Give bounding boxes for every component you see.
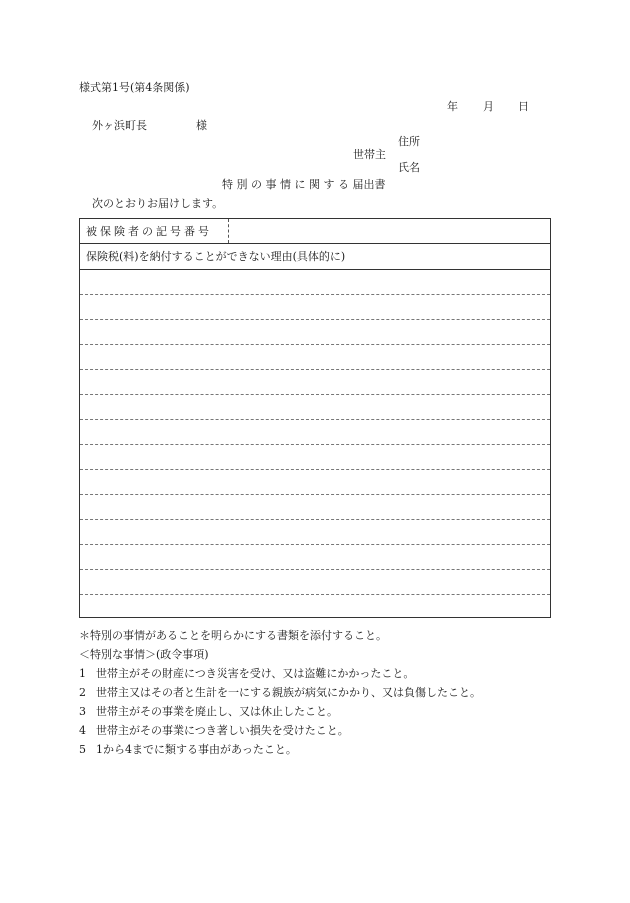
- writing-line: [80, 544, 550, 545]
- date-year-label: 年: [447, 100, 458, 113]
- condition-number: 3: [79, 705, 86, 718]
- addressee-name: 外ヶ浜町長: [92, 119, 147, 132]
- date-line: [0, 100, 630, 113]
- form-number: 様式第1号(第4条関係): [79, 81, 190, 94]
- writing-line: [80, 419, 550, 420]
- insured-number-divider: [228, 219, 229, 243]
- condition-text: 世帯主がその事業につき著しい損失を受けたこと。: [96, 724, 349, 737]
- date-month-label: 月: [483, 100, 494, 113]
- condition-text: 世帯主がその事業を廃止し、又は休止したこと。: [96, 705, 338, 718]
- writing-line: [80, 519, 550, 520]
- condition-text: 世帯主がその財産につき災害を受け、又は盗難にかかったこと。: [96, 667, 415, 680]
- condition-number: 1: [79, 667, 86, 680]
- condition-number: 4: [79, 724, 86, 737]
- insured-number-label: 被保険者の記号番号: [86, 225, 212, 238]
- applicant-role: 世帯主: [353, 148, 386, 161]
- reason-label: 保険税(料)を納付することができない理由(具体的に): [86, 250, 346, 263]
- address-label: 住所: [398, 135, 420, 148]
- writing-line: [80, 469, 550, 470]
- condition-number: 2: [79, 686, 86, 699]
- condition-text: 世帯主又はその者と生計を一にする親族が病気にかかり、又は負傷したこと。: [96, 686, 481, 699]
- name-label: 氏名: [398, 161, 420, 174]
- notification-form: [79, 218, 551, 618]
- writing-line: [80, 444, 550, 445]
- date-day-label: 日: [518, 100, 529, 113]
- writing-line: [80, 594, 550, 595]
- intro-text: 次のとおりお届けします。: [92, 197, 224, 210]
- reason-writing-area[interactable]: [80, 270, 550, 618]
- writing-line: [80, 369, 550, 370]
- reason-header-row: [80, 244, 550, 270]
- writing-line: [80, 569, 550, 570]
- writing-line: [80, 344, 550, 345]
- insured-number-row: [80, 219, 550, 244]
- attachment-note: ＊特別の事情があることを明らかにする書類を添付すること。: [79, 629, 387, 642]
- document-title: 特 別 の 事 情 に 関 す る 届出書: [222, 178, 386, 191]
- addressee-honorific: 様: [196, 119, 207, 132]
- writing-line: [80, 319, 550, 320]
- writing-line: [80, 294, 550, 295]
- writing-line: [80, 494, 550, 495]
- special-circumstances-heading: ＜特別な事情＞(政令事項): [79, 648, 209, 661]
- condition-text: 1から4までに類する事由があったこと。: [96, 743, 297, 756]
- condition-number: 5: [79, 743, 86, 756]
- writing-line: [80, 394, 550, 395]
